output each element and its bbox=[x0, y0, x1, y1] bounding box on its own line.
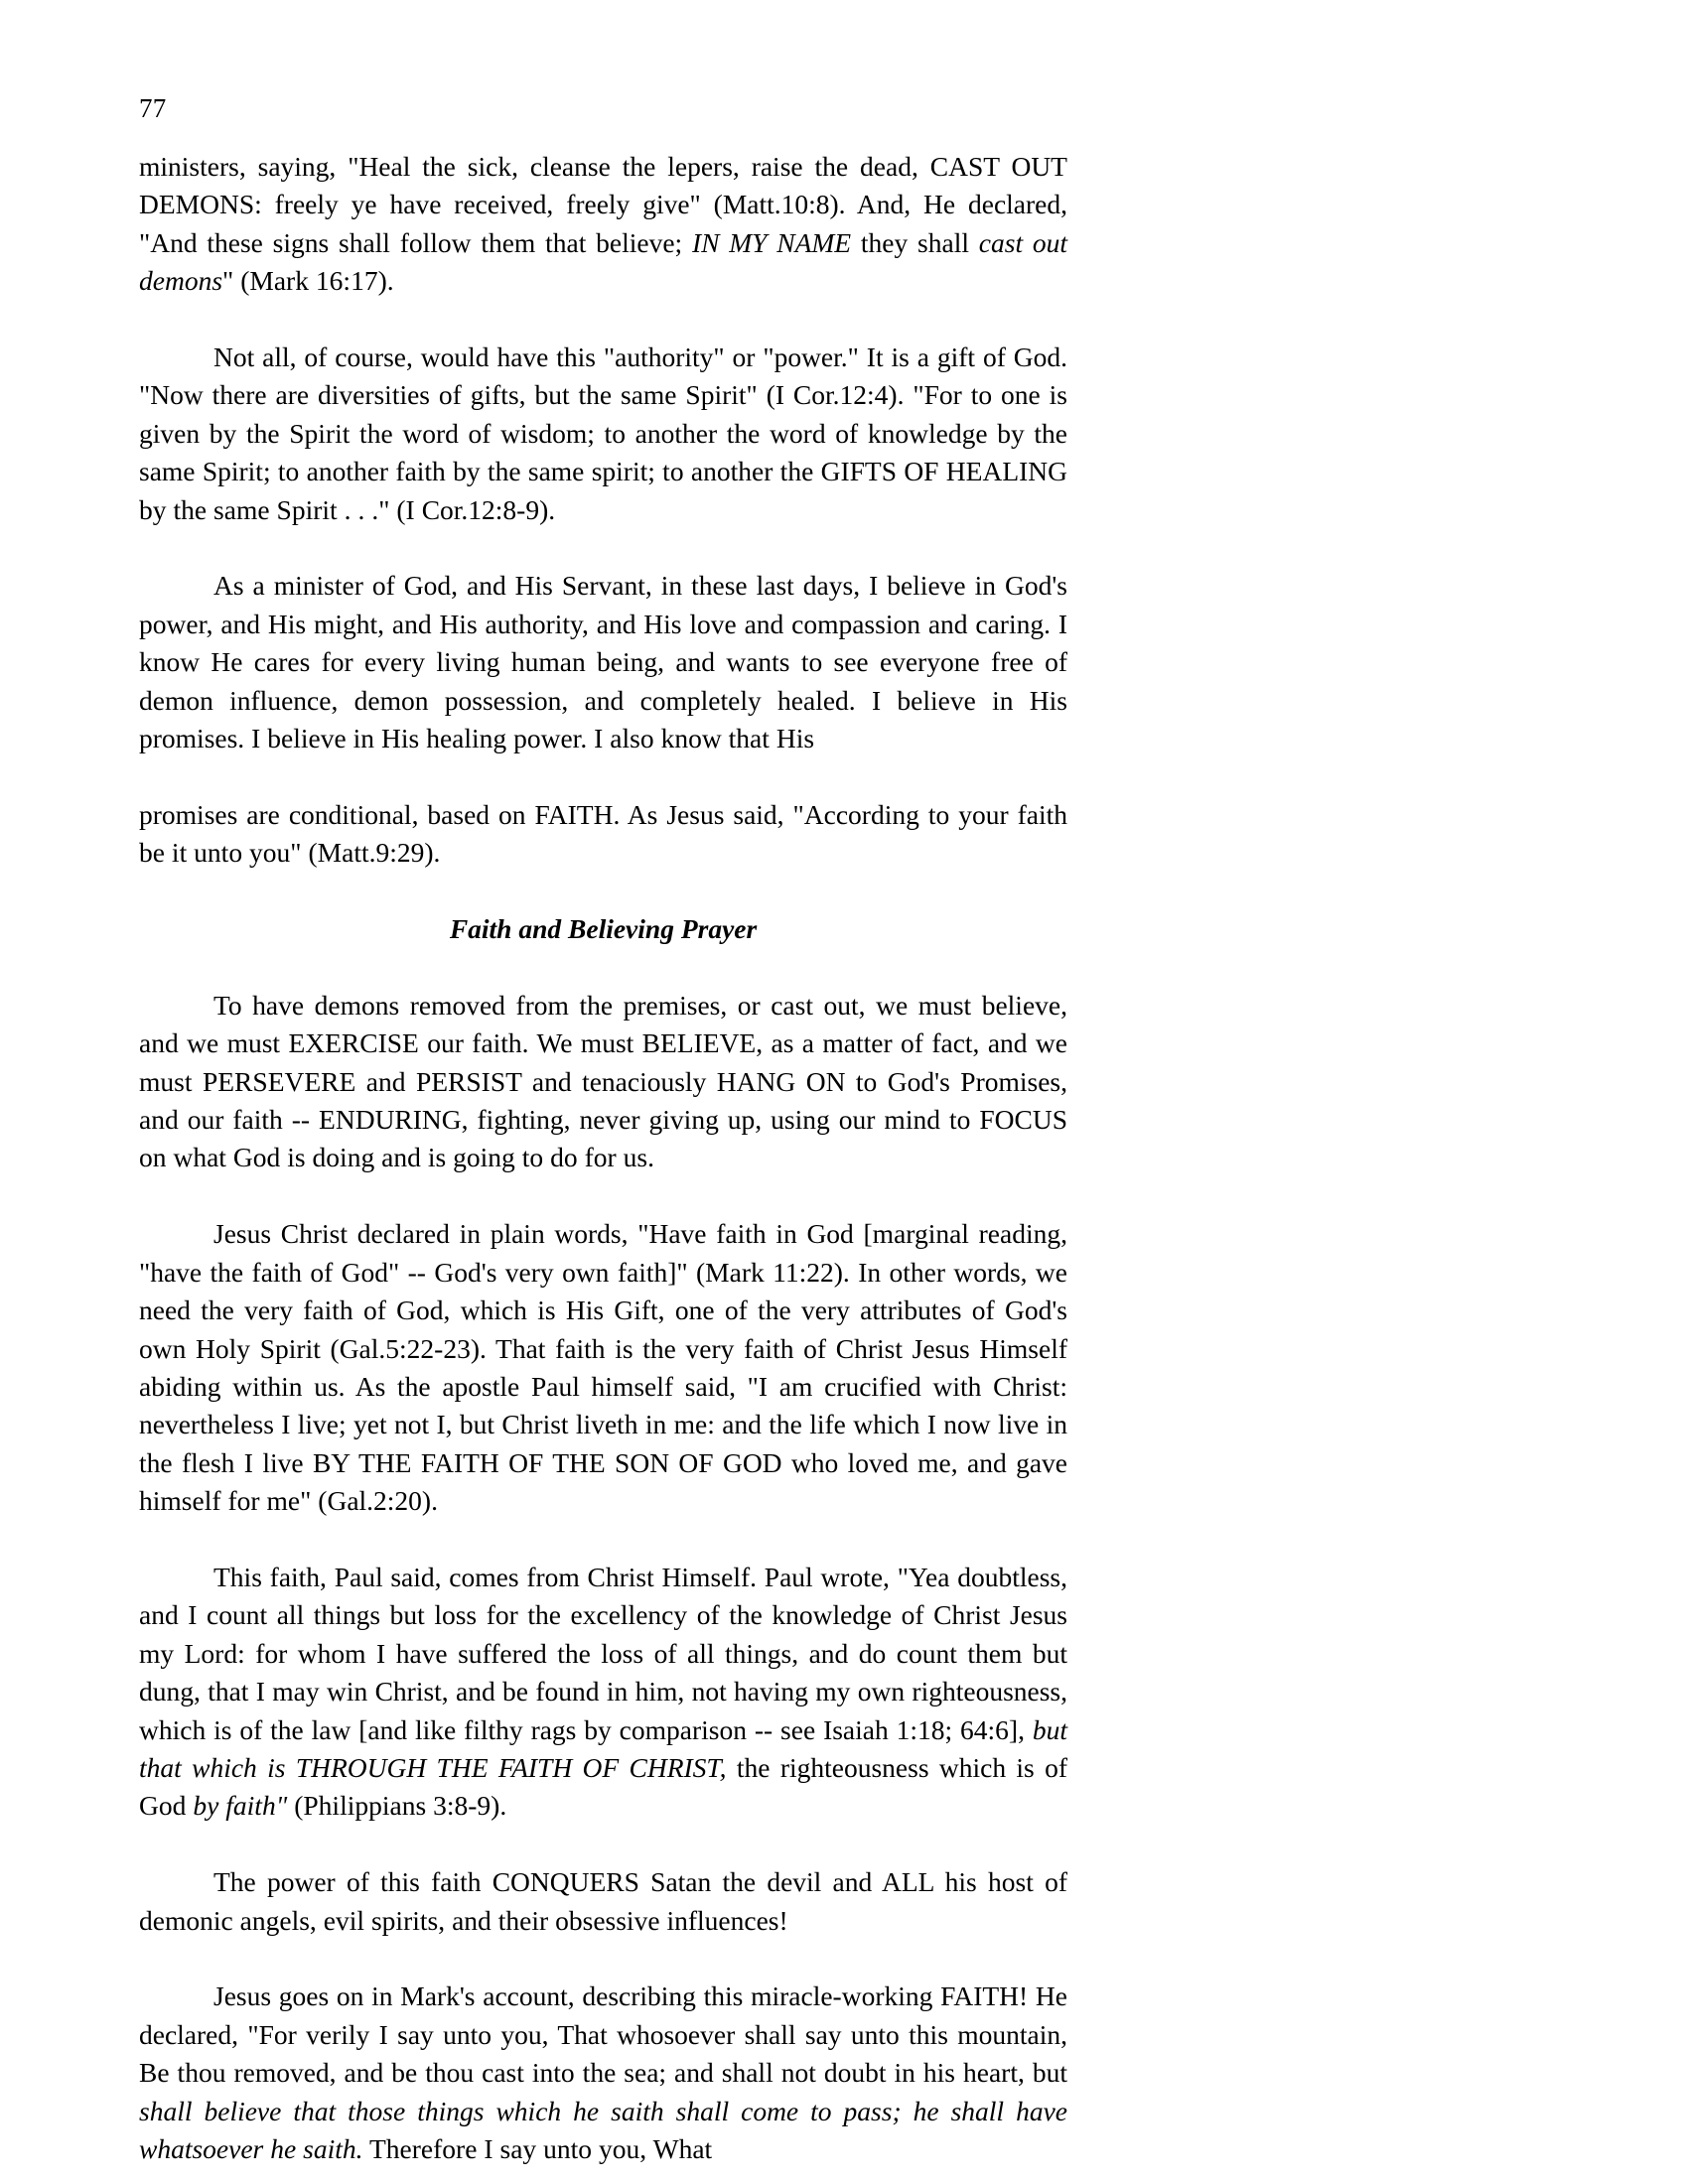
body-text: the righteousness which is of God bbox=[139, 1751, 1067, 1822]
body-text: Jesus Christ declared in plain words, "Have faith in God [marginal reading, "have the faith of God" -- God's very own faith]" (Mark 11:22). In other words, we need the very faith of God, which is His Gift, one of the very attributes of God's own Holy Spirit (Gal.5:22-23). That faith is the very faith of Christ Jesus Himself abiding within us. As the apostle Paul himself said, "I am crucified with Christ: nevertheless I live; yet not I, but Christ liveth in me: and the life which I now live in the flesh I live BY THE FAITH OF THE SON OF GOD who loved me, and gave himself for me" (Gal.2:20). bbox=[139, 1218, 1067, 1517]
emphasis-text: but that which is THROUGH THE FAITH OF CHRIST, bbox=[139, 1713, 1067, 1783]
body-text: promises are conditional, based on FAITH. As Jesus said, "According to your faith be it unto you" (Matt.9:29). bbox=[139, 798, 1067, 869]
paragraph-spacer bbox=[139, 529, 1067, 567]
paragraph-jesus-christ-declared bbox=[139, 1215, 1067, 1520]
paragraph-spacer bbox=[139, 1177, 1067, 1215]
body-text: As a minister of God, and His Servant, in these last days, I believe in God's power, and His might, and His authority, and His love and compassion and caring. I know He cares for every living human being, and wants to see everyone free of demon influence, demon possession, and completely healed. I believe in His promises. I believe in His healing power. I also know that His bbox=[139, 570, 1067, 754]
body-text: The power of this faith CONQUERS Satan the devil and ALL his host of demonic angels, evil spirits, and their obsessive influences! bbox=[139, 1866, 1067, 1936]
emphasis-text: cast out demons bbox=[139, 226, 1068, 297]
paragraph-not-all-of-course bbox=[139, 339, 1067, 529]
paragraph-spacer bbox=[139, 1940, 1067, 1978]
body-text: " (Mark 16:17). bbox=[222, 265, 394, 297]
paragraph-spacer bbox=[139, 1521, 1067, 1559]
paragraph-ministers-heal-the-sick bbox=[139, 148, 1067, 301]
body-text: Jesus goes on in Mark's account, describing this miracle-working FAITH! He declared, "For verily I say unto you, That whosoever shall say unto this mountain, Be thou removed, and be thou cast into the sea; and shall not doubt in his heart, but bbox=[139, 1980, 1067, 2089]
paragraph-spacer bbox=[139, 1826, 1067, 1863]
paragraph-spacer bbox=[139, 757, 1067, 795]
body-text: ministers, saying, "Heal the sick, cleanse the lepers, raise the dead, CAST OUT DEMONS: freely ye have received, freely give" (Matt.10:8). And, He declared, "And these signs shall follow them that believe; bbox=[139, 151, 1067, 258]
paragraph-spacer bbox=[139, 873, 1067, 910]
emphasis-text: shall believe that those things which he saith shall come to pass; he shall have whatsoever he saith. bbox=[139, 2095, 1067, 2164]
document-body bbox=[139, 148, 1067, 2168]
body-text: they shall bbox=[851, 226, 979, 258]
paragraph-the-power-of-this-faith bbox=[139, 1863, 1067, 1940]
body-text: Therefore I say unto you, What bbox=[362, 2132, 713, 2164]
paragraph-as-a-minister-of-god bbox=[139, 567, 1067, 757]
body-text: To have demons removed from the premises, or cast out, we must believe, and we must EXERCISE our faith. We must BELIEVE, as a matter of fact, and we must PERSEVERE and PERSIST and tenaciously HANG ON to God's Promises, and our faith -- ENDURING, fighting, never giving up, using our mind to FOCUS on what God is doing and is going to do for us. bbox=[139, 989, 1067, 1173]
paragraph-promises-are-conditional bbox=[139, 796, 1067, 873]
paragraph-this-faith-paul-said bbox=[139, 1559, 1067, 1826]
body-text: Not all, of course, would have this "authority" or "power." It is a gift of God. "Now there are diversities of gifts, but the same Spirit" (I Cor.12:4). "For to one is given by the Spirit the word of wisdom; to another the word of knowledge by the same Spirit; to another faith by the same spirit; to another the GIFTS OF HEALING by the same Spirit . . ." (I Cor.12:8-9). bbox=[139, 341, 1067, 525]
page-number: 77 bbox=[139, 93, 167, 123]
emphasis-text: IN MY NAME bbox=[691, 226, 852, 258]
paragraph-to-have-demons-removed bbox=[139, 987, 1067, 1177]
paragraph-jesus-goes-on-in-marks-account bbox=[139, 1978, 1067, 2168]
section-heading-faith-and-believing-prayer: Faith and Believing Prayer bbox=[449, 913, 758, 945]
paragraph-spacer bbox=[139, 948, 1067, 986]
paragraph-spacer bbox=[139, 301, 1067, 339]
body-text: This faith, Paul said, comes from Christ Himself. Paul wrote, "Yea doubtless, and I count all things but loss for the excellency of the knowledge of Christ Jesus my Lord: for whom I have suffered the loss of all things, and do count them but dung, that I may win Christ, and be found in him, not having my own righteousness, which is of the law [and like filthy rags by comparison -- see Isaiah 1:18; 64:6], bbox=[139, 1561, 1067, 1745]
body-text: (Philippians 3:8-9). bbox=[287, 1790, 507, 1822]
emphasis-text: by faith" bbox=[193, 1790, 288, 1822]
page-content bbox=[139, 95, 1067, 2168]
